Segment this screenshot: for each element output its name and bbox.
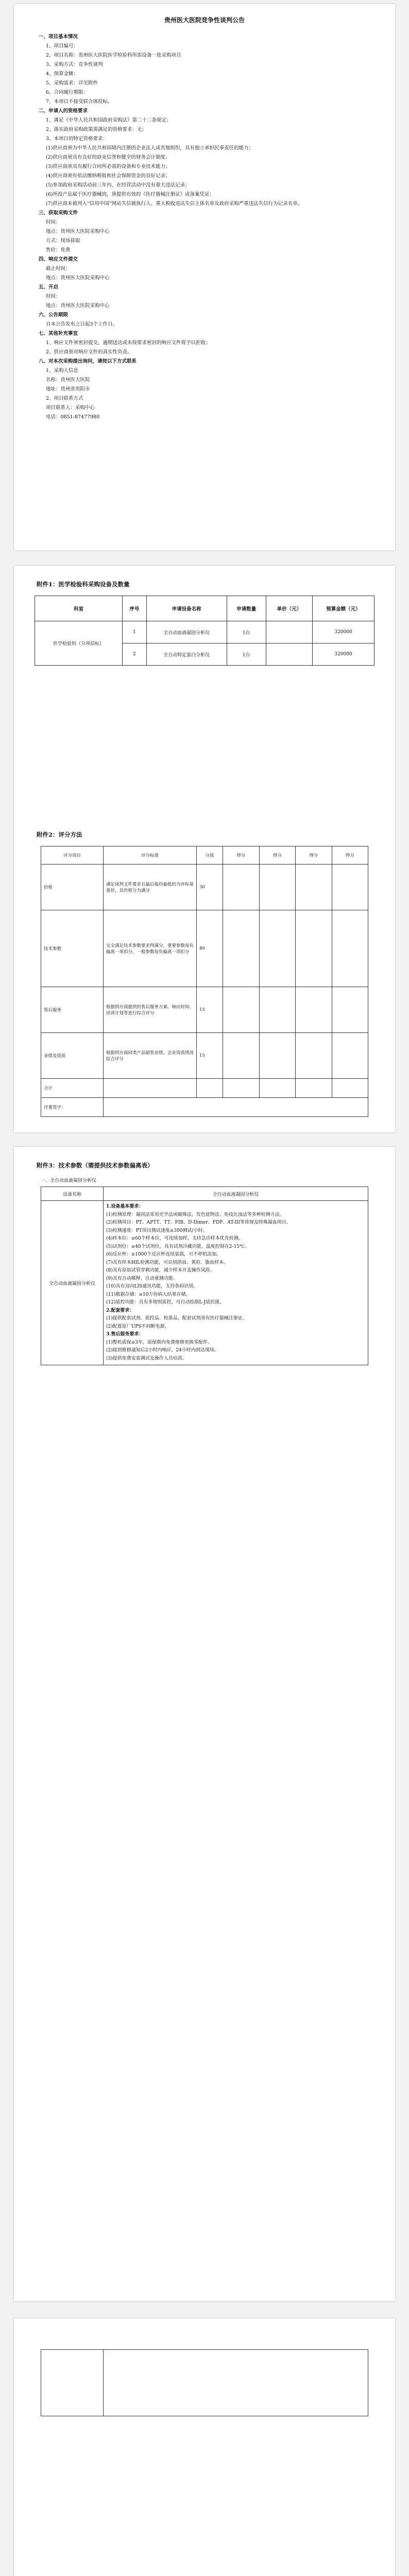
notice-line: 1、采购人信息 [46, 368, 79, 374]
header-judge: 得分 [296, 846, 332, 865]
row-name: 全自动血液凝固分析仪 [146, 621, 227, 643]
notice-line: 售价：免费 [46, 247, 71, 253]
procurement-table [35, 596, 374, 666]
table-row [41, 1079, 368, 1098]
notice-line: (5)参加政府采购活动前三年内，在经营活动中没有重大违法记录； [46, 182, 190, 188]
spec-heading: 1.设备基本要求： [106, 1204, 144, 1209]
notice-line: 自本公告发布之日起3个工作日。 [46, 321, 118, 327]
header-dept: 科室 [35, 596, 123, 621]
dept-cell: 医学检验科（分项招标） [35, 621, 123, 666]
header-no: 序号 [123, 596, 146, 621]
spec-line: (1)检测原理：凝固法采用光学法或磁珠法，发色底物法、免疫比浊法等多种检测方法。 [106, 1212, 284, 1217]
notice-line: (7)供应商未被列入“信用中国”网站失信被执行人、重大税收违法失信主体名单及政府采购严重违法失信行为记录名单。 [46, 201, 303, 207]
spec-line: (2)配置原厂UPS不间断电源。 [106, 1324, 169, 1329]
notice-line: 时间： [46, 219, 61, 225]
notice-line: 2、项目名称：贵州医大医院医学检验科所需设备一批采购项目 [46, 53, 181, 58]
table-row [41, 910, 368, 987]
notice-page [14, 4, 395, 550]
spec-line: (12)质控功能：具有多规则质控，可自动绘制L-J质控图。 [106, 1300, 225, 1305]
notice-line: 截止时间： [46, 266, 71, 272]
row-qty: 1台 [227, 621, 266, 643]
section-heading: 七、其他补充事宜 [39, 331, 78, 336]
attachment2-title: 附件2：评分方法 [37, 831, 82, 838]
score-table [41, 846, 368, 1117]
notice-line: 4、预算金额： [46, 71, 79, 77]
spec-line: (4)样本位：≥60个样本位，可连续加样，支持急诊样本优先检测。 [106, 1236, 243, 1241]
header-params: 全自动血液凝固分析仪 [104, 1187, 368, 1201]
spec-line: (5)试剂位：≥40个试剂位，具有试剂冷藏功能，温度控制在2-15℃。 [106, 1244, 250, 1249]
spec-line: (1)提供配套试剂、质控品、校准品，配套试剂须有医疗器械注册证。 [106, 1316, 247, 1321]
item1-heading: 一、全自动血液凝固分析仪 [41, 1178, 97, 1183]
row-no: 2 [123, 643, 146, 666]
attachment3-continued-page [14, 2318, 395, 2576]
spec-table-1-continued [41, 2349, 368, 2416]
row-qty: 1台 [227, 643, 266, 666]
score-note: 完全满足技术参数要求得满分，重要参数每负偏离一项扣分，一般参数每负偏离一项扣分 [104, 910, 197, 987]
table-row [41, 987, 368, 1033]
notice-line: 2、项目联系方式 [46, 396, 83, 401]
score-value: 30 [197, 865, 223, 910]
spec-line: (3)检测速度：PT项目测试速度≥300测试/小时。 [106, 1228, 208, 1233]
notice-line: 项目联系人：采购中心 [46, 405, 95, 411]
section-heading: 三、获取采购文件 [39, 210, 78, 216]
table-row [41, 1033, 368, 1079]
row-price [266, 643, 313, 666]
notice-line: 1、响应文件须密封提交，逾期送达或未按要求密封的响应文件将予以拒收； [46, 340, 211, 346]
spec-line: (8)具有原始试管穿刺功能，减少样本开盖操作风险。 [106, 1268, 215, 1273]
notice-line: 地点：贵州医大医院采购中心 [46, 303, 110, 309]
notice-line: 3、本项目的特定资格要求： [46, 136, 108, 142]
header-judge: 得分 [223, 846, 260, 865]
section-heading: 五、开启 [39, 284, 59, 290]
notice-line: 地点：贵州医大医院采购中心 [46, 229, 110, 234]
notice-line: (3)供应商须具有履行合同所必需的设备和专业技术能力； [46, 164, 171, 170]
notice-line: 1、项目编号： [46, 43, 79, 49]
header-name: 申请设备名称 [146, 596, 227, 621]
notice-body [14, 32, 395, 422]
notice-line: 时间： [46, 294, 61, 299]
header-item: 评分项目 [41, 846, 104, 865]
notice-line: 名称：贵州医大医院 [46, 377, 90, 383]
notice-line: (2)供应商须具有良好的商业信誉和健全的财务会计制度； [46, 155, 171, 160]
notice-line: 方式：现场获取 [46, 238, 80, 244]
spec-table-1 [41, 1187, 368, 1365]
row-name: 全自动特定蛋白分析仪 [146, 643, 227, 666]
notice-line: 1、满足《中华人民共和国政府采购法》第二十二条规定； [46, 117, 172, 123]
table-row [41, 1098, 368, 1117]
spec-line: (7)具有样本HIL检测功能，可识别溶血、黄疸、脂血样本。 [106, 1260, 229, 1265]
score-note: 满足谈判文件要求且最后报价最低的为评标基准价，其价格分为满分 [104, 865, 197, 910]
notice-line: 2、供应商须对响应文件的真实性负责。 [46, 349, 132, 355]
notice-line: (1)供应商须为中华人民共和国境内注册的企业法人或其他组织，具有独立承担民事责任的能力； [46, 145, 253, 151]
spec-params [104, 1201, 368, 1365]
notice-line: 5、采购需求：详见附件 [46, 80, 98, 86]
score-value: 15 [197, 987, 223, 1033]
section-heading: 四、响应文件提交 [39, 257, 78, 262]
row-price [266, 621, 313, 643]
section-heading: 八、对本次采购提出询问，请按以下方式联系 [39, 359, 137, 364]
score-item: 售后服务 [41, 987, 104, 1033]
notice-line: 2、落实政府采购政策需满足的资格要求：无； [46, 127, 147, 132]
spec-line: (10)具有双向LIS通讯功能，支持条码识别。 [106, 1284, 198, 1289]
table-row [41, 1201, 368, 1365]
attachment3-title: 附件3：技术参数（需提供技术参数偏离表） [37, 1162, 154, 1169]
section-heading: 六、公告期限 [39, 312, 69, 318]
notice-line: 6、合同履行期限： [46, 90, 89, 95]
row-amount: 320000 [313, 621, 374, 643]
header-judge: 得分 [332, 846, 368, 865]
notice-line: 电话：0851-87477980 [46, 414, 100, 420]
spec-line: (1)整机质保≥3年，质保期内免费维修更换零配件。 [106, 1340, 213, 1345]
sign-label: 评委签字： [41, 1098, 104, 1117]
notice-line: 7、本项目不接受联合体投标。 [46, 99, 113, 105]
header-amount: 预算金额（元） [313, 596, 374, 621]
header-qty: 申请数量 [227, 596, 266, 621]
spec-line: (9)具有自动稀释、自动重测功能。 [106, 1276, 178, 1281]
spec-line: (3)提供免费安装调试及操作人员培训。 [106, 1355, 187, 1361]
section-heading: 一、项目基本情况 [39, 34, 78, 40]
spec-line: (2)接到维修通知后2小时内响应，24小时内到达现场。 [106, 1348, 219, 1353]
total-label: 合计 [41, 1079, 104, 1098]
spec-line: (11)数据存储：≥10万份病人结果存储。 [106, 1292, 191, 1297]
score-item: 业绩及资质 [41, 1033, 104, 1079]
header-judge: 得分 [259, 846, 296, 865]
header-device: 设备名称 [41, 1187, 104, 1201]
section-heading: 二、申请人的资格要求 [39, 108, 88, 114]
table-row [35, 621, 374, 643]
score-item: 技术参数 [41, 910, 104, 987]
notice-line: (6)所投产品属于医疗器械的，须提供有效的《医疗器械注册证》或备案凭证； [46, 192, 214, 197]
score-value: 40 [197, 910, 223, 987]
score-note: 根据供应商提供的售后服务方案、响应时间、培训计划等进行综合评分 [104, 987, 197, 1033]
score-note: 根据供应商同类产品销售业绩、企业资质情况综合评分 [104, 1033, 197, 1079]
header-standard: 评分标准 [104, 846, 197, 865]
attachment3-page [14, 1147, 395, 2301]
score-item: 价格 [41, 865, 104, 910]
spec-heading: 3.售后服务要求： [106, 1332, 144, 1337]
spec-line: (6)反应杯：≥1000个反应杯连续装载，可不停机添加。 [106, 1252, 221, 1257]
spec-heading: 2.配套要求： [106, 1308, 134, 1313]
attachment1-page [14, 566, 395, 1132]
notice-line: 3、采购方式：竞争性谈判 [46, 62, 103, 67]
score-value: 15 [197, 1033, 223, 1079]
notice-line: 地点：贵州医大医院采购中心 [46, 275, 110, 281]
device-name: 全自动血液凝固分析仪 [41, 1201, 104, 1365]
notice-line: (4)供应商须有依法缴纳税收和社会保障资金的良好记录； [46, 173, 171, 179]
table-row [41, 865, 368, 910]
attachment1-title: 附件1：医学检验科采购设备及数量 [37, 581, 130, 588]
row-amount: 320000 [313, 643, 374, 666]
spec-line: (2)检测项目：PT、APTT、TT、FIB、D-Dimer、FDP、AT-III等常规及特殊凝血项目。 [106, 1220, 291, 1225]
row-no: 1 [123, 621, 146, 643]
header-score: 分值 [197, 846, 223, 865]
notice-title: 贵州医大医院竞争性谈判公告 [164, 16, 245, 24]
header-price: 单价（元） [266, 596, 313, 621]
notice-line: 地址：贵州省贵阳市 [46, 386, 90, 392]
